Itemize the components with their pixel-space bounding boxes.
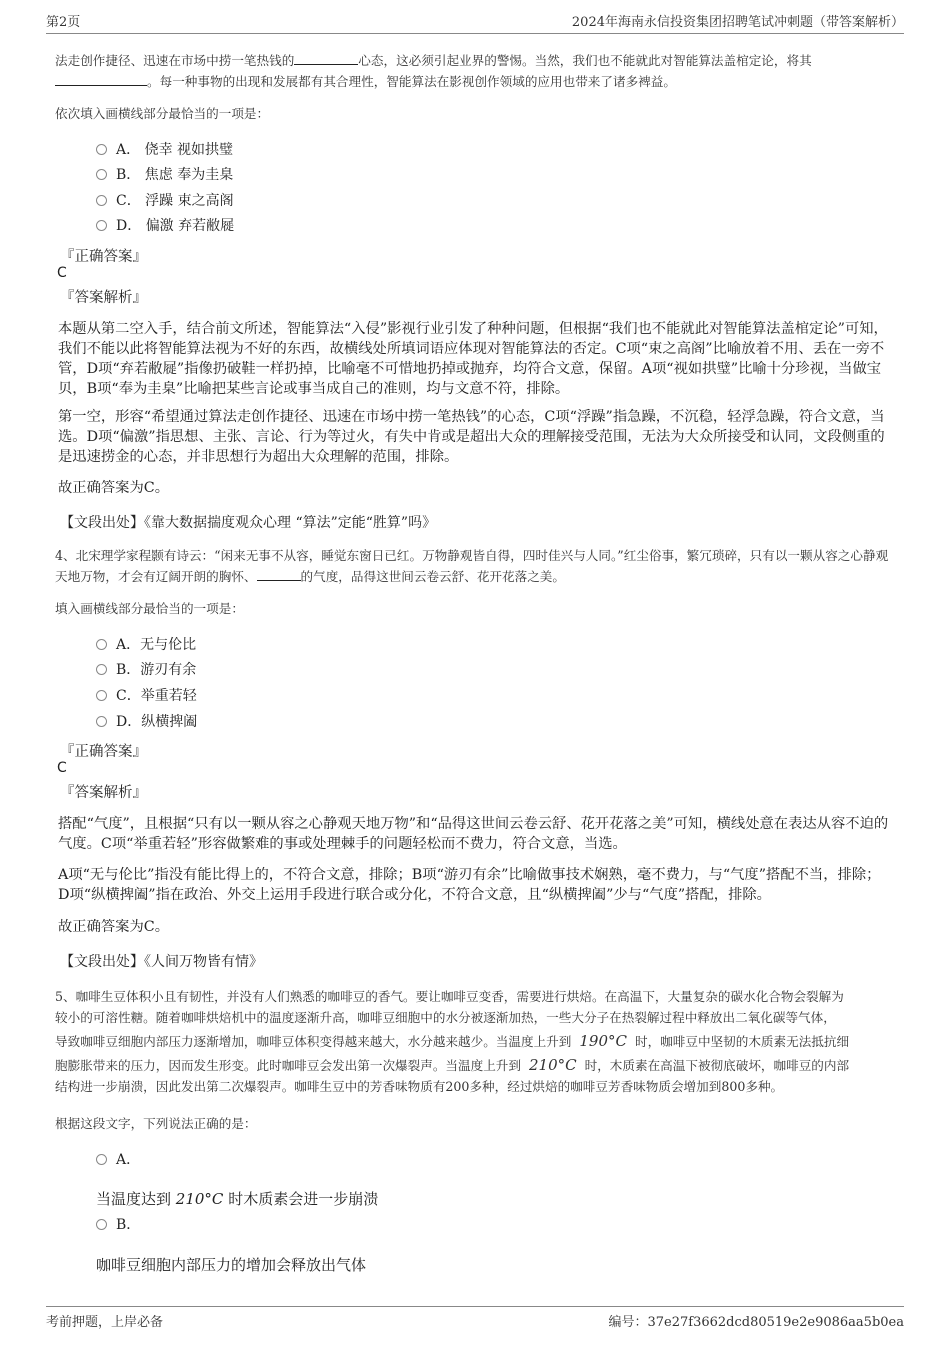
option-text: 偏激 弃若敝屣 bbox=[145, 218, 235, 234]
option-letter: D． bbox=[116, 218, 142, 234]
q4-option-d[interactable] bbox=[96, 712, 197, 732]
q4-option-c[interactable] bbox=[96, 686, 197, 706]
q3-passage-text-3: 。每一种事物的出现和发展都有其合理性，智能算法在影视创作领域的应用也带来了诸多裨益。 bbox=[147, 74, 676, 89]
q4-blank bbox=[257, 568, 301, 581]
q3-option-c[interactable] bbox=[96, 191, 234, 211]
q5-passage-line-1: 5、咖啡生豆体积小且有韧性，并没有人们熟悉的咖啡豆的香气。要让咖啡豆变香，需要进行烘焙。在高温下，大量复杂的碳水化合物会裂解为 bbox=[55, 989, 844, 1004]
radio-icon[interactable] bbox=[96, 639, 107, 650]
footer-slogan: 考前押题，上岸必备 bbox=[46, 1315, 164, 1330]
page-header bbox=[46, 11, 904, 33]
option-letter: C． bbox=[116, 193, 141, 209]
q3-blank-1 bbox=[294, 52, 358, 65]
option-text: 当温度达到 bbox=[96, 1190, 172, 1208]
option-letter: B． bbox=[116, 1217, 141, 1233]
q5-text: 时，咖啡豆中坚韧的木质素无法抵抗细 bbox=[634, 1034, 850, 1049]
q4-analysis-label: 『答案解析』 bbox=[60, 785, 147, 801]
radio-icon[interactable] bbox=[96, 1154, 107, 1165]
option-letter: A． bbox=[116, 637, 141, 653]
option-text: 焦虑 奉为圭臬 bbox=[144, 167, 234, 183]
option-text: 举重若轻 bbox=[140, 688, 197, 704]
q5-temperature-210: 210°C bbox=[528, 1056, 577, 1074]
option-text: 浮躁 束之高阁 bbox=[145, 193, 234, 209]
q5-passage bbox=[55, 986, 900, 1097]
q3-analysis-paragraph-2: 第一空，形容“希望通过算法走创作捷径、迅速在市场中捞一笔热钱”的心态，C项“浮躁”指急躁，不沉稳，轻浮急躁，符合文意，当选。D项“偏激”指思想、主张、言论、行为等过火，有失中肯或是超出大众的理解接受范围，无法为大众所接受和认同，文段侧重的是迅速捞金的心态，并非思想行为超出大众理解的范围，排除。 bbox=[58, 409, 885, 465]
q5-option-a[interactable] bbox=[96, 1150, 140, 1170]
q4-prompt: 填入画横线部分最恰当的一项是： bbox=[55, 601, 244, 616]
footer-divider bbox=[46, 1306, 904, 1307]
q5-text: 时，木质素在高温下被彻底破坏，咖啡豆的内部 bbox=[584, 1058, 850, 1073]
q3-analysis-label: 『答案解析』 bbox=[60, 290, 147, 306]
option-letter: B． bbox=[116, 662, 141, 678]
q4-passage-text-1: 4、北宋理学家程颢有诗云：“闲来无事不从容，睡觉东窗日已红。万物静观皆自得，四时佳兴与人同。”红尘俗事，繁冗琐碎，只有以一颗从容之心静观天地万物，才会有辽阔开朗的胸怀、 bbox=[55, 548, 889, 584]
radio-icon[interactable] bbox=[96, 169, 107, 180]
q3-analysis-paragraph-1: 本题从第二空入手，结合前文所述，智能算法“入侵”影视行业引发了种种问题，但根据“我们也不能就此对智能算法盖棺定论”可知，我们不能以此将智能算法视为不好的东西，故横线处所填词语应体现对智能算法的否定。C项“束之高阁”比喻放着不用、丢在一旁不管，D项“弃若敝屣”指像扔破鞋一样扔掉，比喻毫不可惜地扔掉或抛弃，均符合文意，保留。A项“视如拱璧”比喻十分珍视，当做宝贝，B项“奉为圭臬”比喻把某些言论或事当成自己的准则，均与文意不符，排除。 bbox=[58, 321, 888, 397]
q3-option-b[interactable] bbox=[96, 165, 233, 185]
footer-document-id: 编号：37e27f3662dcd80519e2e9086aa5b0ea bbox=[608, 1315, 904, 1330]
option-text: 侥幸 视如拱璧 bbox=[144, 142, 234, 158]
q5-passage-line-3 bbox=[55, 1031, 900, 1052]
q5-prompt: 根据这段文字，下列说法正确的是： bbox=[55, 1116, 257, 1131]
q5-passage-line-5: 结构进一步崩溃，因此发出第二次爆裂声。咖啡生豆中的芳香味物质有200多种，经过烘焙的咖啡豆芳香味物质会增加到800多种。 bbox=[55, 1079, 784, 1094]
radio-icon[interactable] bbox=[96, 144, 107, 155]
page-number: 第2页 bbox=[46, 15, 81, 30]
q5-option-b-text: 咖啡豆细胞内部压力的增加会释放出气体 bbox=[96, 1256, 367, 1274]
q4-passage-text-2: 的气度，品得这世间云卷云舒、花开花落之美。 bbox=[300, 569, 565, 584]
q3-option-a[interactable] bbox=[96, 140, 233, 160]
q4-passage bbox=[55, 545, 900, 587]
radio-icon[interactable] bbox=[96, 195, 107, 206]
option-letter: B． bbox=[116, 167, 141, 183]
q4-answer-label: 『正确答案』 bbox=[60, 744, 147, 760]
radio-icon[interactable] bbox=[96, 716, 107, 727]
q4-option-a[interactable] bbox=[96, 635, 196, 655]
clipped-text-line bbox=[55, 34, 900, 42]
q4-analysis-paragraph-2: A项“无与伦比”指没有能比得上的，不符合文意，排除；B项“游刃有余”比喻做事技术娴熟，毫不费力，与“气度”搭配不当，排除；D项“纵横捭阖”指在政治、外交上运用手段进行联合或分化，不符合文意，且“纵横捭阖”少与“气度”搭配，排除。 bbox=[58, 867, 881, 903]
document-title: 2024年海南永信投资集团招聘笔试冲刺题（带答案解析） bbox=[571, 15, 904, 30]
q3-blank-2 bbox=[55, 73, 147, 86]
q5-passage-line-2: 较小的可溶性糖。随着咖啡烘焙机中的温度逐渐升高，咖啡豆细胞中的水分被逐渐加热，一些大分子在热裂解过程中释放出二氧化碳等气体， bbox=[55, 1010, 836, 1025]
q3-answer: C bbox=[57, 265, 67, 281]
q5-text: 导致咖啡豆细胞内部压力逐渐增加，咖啡豆体积变得越来越大，水分越来越少。当温度上升到 bbox=[55, 1034, 572, 1049]
q3-prompt: 依次填入画横线部分最恰当的一项是： bbox=[55, 106, 270, 121]
q3-answer-label: 『正确答案』 bbox=[60, 249, 147, 265]
q5-option-a-text bbox=[96, 1188, 378, 1209]
option-text: 纵横捭阖 bbox=[141, 714, 198, 730]
q3-conclusion: 故正确答案为C。 bbox=[58, 480, 170, 496]
q4-conclusion: 故正确答案为C。 bbox=[58, 919, 170, 935]
q4-option-b[interactable] bbox=[96, 660, 196, 680]
q3-passage bbox=[55, 50, 900, 92]
q5-option-b[interactable] bbox=[96, 1215, 140, 1235]
option-letter: A． bbox=[116, 142, 141, 158]
q4-answer: C bbox=[57, 760, 67, 776]
option-text: 无与伦比 bbox=[140, 637, 197, 653]
radio-icon[interactable] bbox=[96, 220, 107, 231]
q5-option-a-temperature: 210°C bbox=[175, 1190, 224, 1208]
q4-source: 【文段出处】《人间万物皆有情》 bbox=[60, 954, 263, 970]
q3-option-d[interactable] bbox=[96, 216, 234, 236]
q3-source: 【文段出处】《靠大数据揣度观众心理 “算法”定能“胜算”吗》 bbox=[60, 515, 437, 531]
radio-icon[interactable] bbox=[96, 1219, 107, 1230]
q5-passage-line-4 bbox=[55, 1055, 900, 1076]
option-text: 时木质素会进一步崩溃 bbox=[228, 1190, 379, 1208]
q3-passage-text-2: 心态，这必须引起业界的警惕。当然，我们也不能就此对智能算法盖棺定论，将其 bbox=[358, 53, 812, 68]
option-letter: A． bbox=[116, 1152, 141, 1168]
option-letter: C． bbox=[116, 688, 141, 704]
q5-text: 胞膨胀带来的压力，因而发生形变。此时咖啡豆会发出第一次爆裂声。当温度上升到 bbox=[55, 1058, 521, 1073]
radio-icon[interactable] bbox=[96, 664, 107, 675]
option-text: 游刃有余 bbox=[140, 662, 197, 678]
q5-temperature-190: 190°C bbox=[579, 1032, 627, 1050]
option-letter: D． bbox=[116, 714, 142, 730]
q4-analysis-paragraph-1: 搭配“气度”，且根据“只有以一颗从容之心静观天地万物”和“品得这世间云卷云舒、花开花落之美”可知，横线处意在表达从容不迫的气度。C项“举重若轻”形容做繁难的事或处理棘手的问题轻松而不费力，符合文意，当选。 bbox=[58, 816, 889, 852]
q3-passage-text-1: 法走创作捷径、迅速在市场中捞一笔热钱的 bbox=[55, 53, 295, 68]
radio-icon[interactable] bbox=[96, 690, 107, 701]
